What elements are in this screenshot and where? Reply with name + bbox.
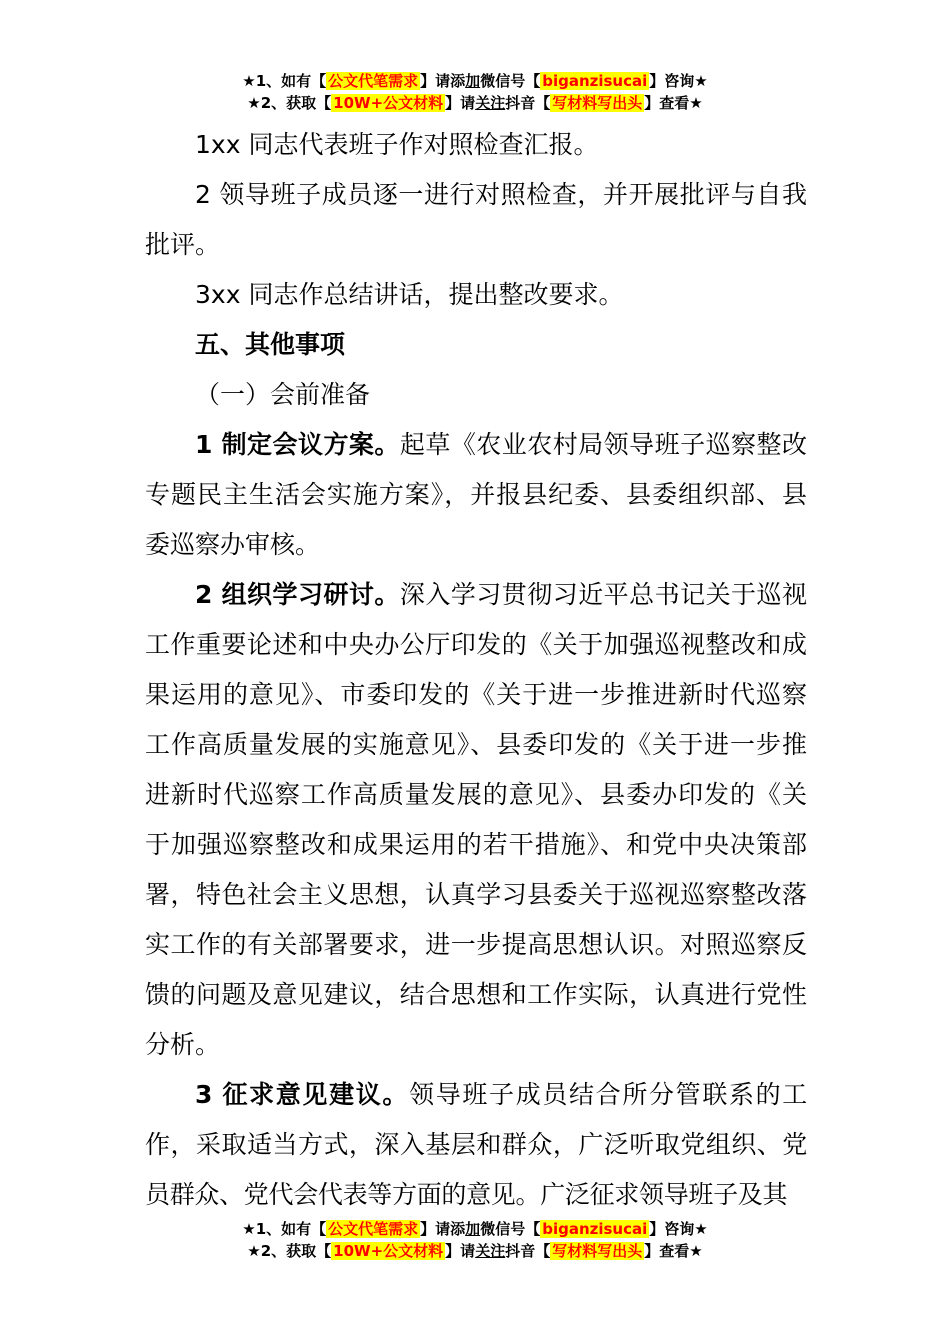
- top-banner: [0, 70, 950, 114]
- paragraph-lead: 3 征求意见建议。: [195, 1080, 410, 1109]
- document-body: [145, 120, 807, 1220]
- star-icon: ★: [247, 1242, 261, 1260]
- highlight-service: 公文代笔需求: [328, 1220, 419, 1238]
- paragraph-opinions: 3 征求意见建议。领导班子成员结合所分管联系的工作，采取适当方式，深入基层和群众，广泛听取党组织、党员群众、党代会代表等方面的意见。广泛征求领导班子及其: [145, 1080, 807, 1209]
- star-icon: ★: [247, 94, 261, 112]
- star-icon: ★: [689, 1242, 703, 1260]
- highlight-wechat-id: biganzisucai: [542, 72, 648, 90]
- star-icon: ★: [689, 94, 703, 112]
- paragraph-item-3: 3xx 同志作总结讲话，提出整改要求。: [195, 280, 624, 309]
- star-icon: ★: [242, 1220, 256, 1238]
- highlight-service: 公文代笔需求: [328, 72, 419, 90]
- paragraph-item-1: 1xx 同志代表班子作对照检查汇报。: [195, 130, 599, 159]
- subsection-heading: （一）会前准备: [195, 380, 371, 409]
- banner-line-1: ★1、如有【 公文代笔需求 】请添加微信号【 biganzisucai 】咨询★: [242, 1220, 708, 1238]
- star-icon: ★: [694, 1220, 708, 1238]
- paragraph-study: 2 组织学习研讨。深入学习贯彻习近平总书记关于巡视工作重要论述和中央办公厅印发的《关于加强巡视整改和成果运用的意见》、市委印发的《关于进一步推进新时代巡察工作高质量发展的实施意见》、县委印发的《关于进一步推进新时代巡察工作高质量发展的意见》、县委办印发的《关于加强巡察整改和成果运用的若干措施》、和党中央决策部署，特色社会主义思想，认真学习县委关于巡视巡察整改落实工作的有关部署要求，进一步提高思想认识。对照巡察反馈的问题及意见建议，结合思想和工作实际，认真进行党性分析。: [145, 580, 807, 1059]
- highlight-douyin-account: 写材料写出头: [552, 94, 643, 112]
- banner-line-2: ★2、获取【 10W+公文材料 】请关注抖音【 写材料写出头 】查看★: [247, 94, 703, 112]
- paragraph-item-2: 2 领导班子成员逐一进行对照检查，并开展批评与自我批评。: [145, 180, 807, 259]
- paragraph-lead: 2 组织学习研讨。: [195, 580, 400, 609]
- paragraph-meeting-plan: 1 制定会议方案。起草《农业农村局领导班子巡察整改专题民主生活会实施方案》，并报县纪委、县委组织部、县委巡察办审核。: [145, 430, 807, 559]
- section-heading: 五、其他事项: [195, 330, 346, 359]
- star-icon: ★: [242, 72, 256, 90]
- banner-line-2: ★2、获取【 10W+公文材料 】请关注抖音【 写材料写出头 】查看★: [247, 1242, 703, 1260]
- star-icon: ★: [694, 72, 708, 90]
- bottom-banner: [0, 1218, 950, 1262]
- highlight-douyin-account: 写材料写出头: [552, 1242, 643, 1260]
- banner-line-1: ★1、如有【 公文代笔需求 】请添加微信号【 biganzisucai 】咨询★: [242, 72, 708, 90]
- paragraph-lead: 1 制定会议方案。: [195, 430, 400, 459]
- highlight-materials: 10W+公文材料: [333, 1242, 444, 1260]
- highlight-wechat-id: biganzisucai: [542, 1220, 648, 1238]
- highlight-materials: 10W+公文材料: [333, 94, 444, 112]
